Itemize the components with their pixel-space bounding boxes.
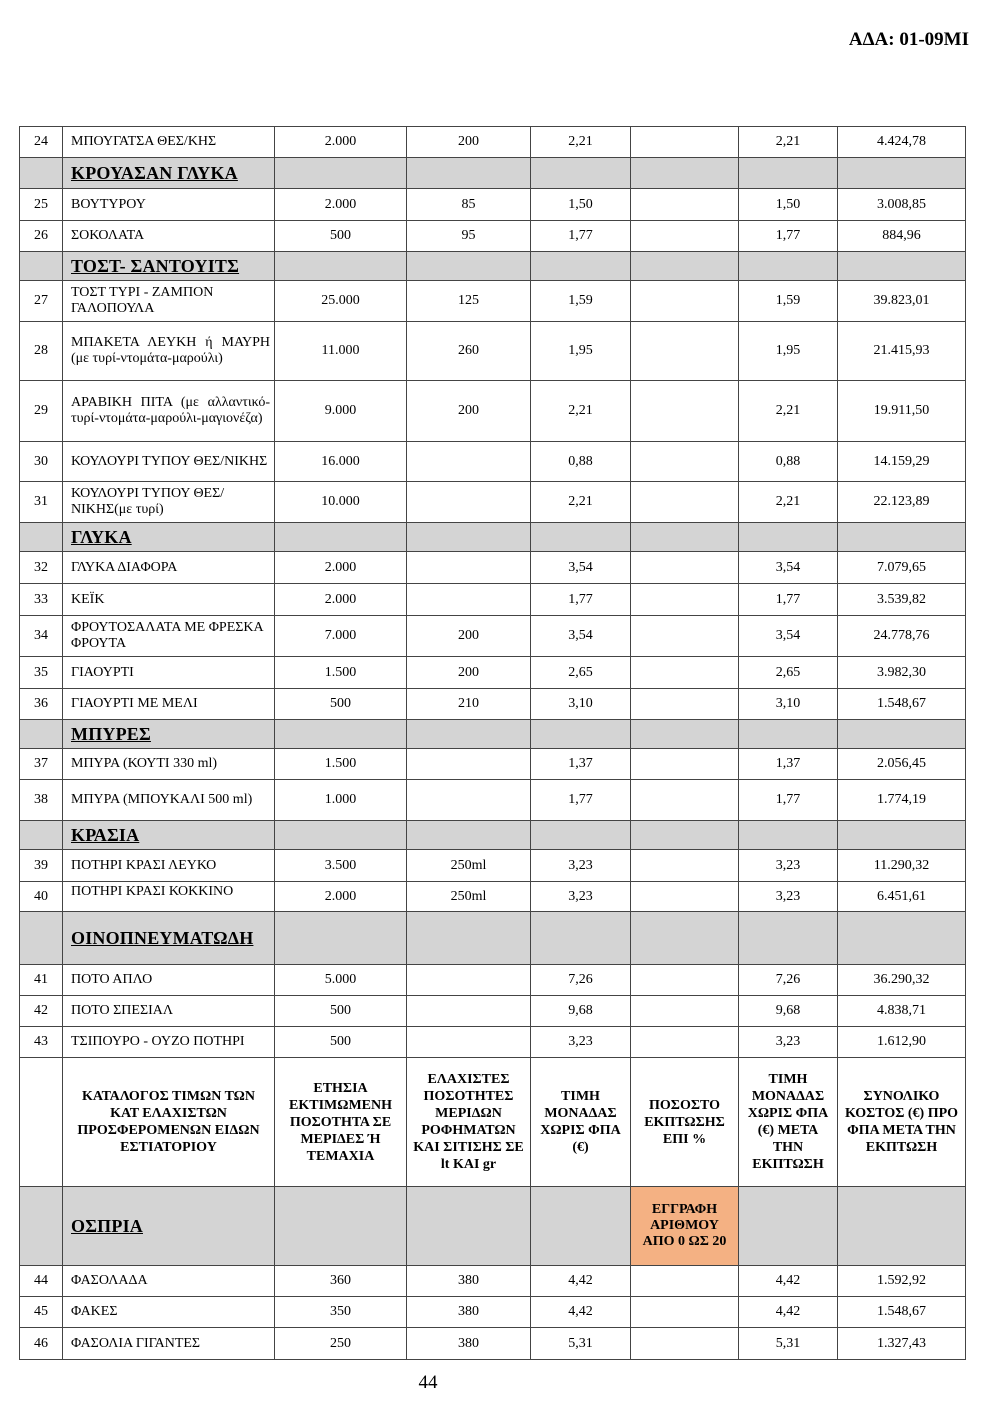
item-number: 33: [20, 584, 63, 616]
total-cost: 1.327,43: [838, 1328, 966, 1360]
item-number: 28: [20, 322, 63, 381]
item-number: 24: [20, 127, 63, 158]
item-name: ΚΟΥΛΟΥΡΙ ΤΥΠΟΥ ΘΕΣ/ΝΙΚΗΣ: [63, 442, 275, 482]
header-total-cost: ΣΥΝΟΛΙΚΟ ΚΟΣΤΟΣ (€) ΠΡΟ ΦΠΑ ΜΕΤΑ ΤΗΝ ΕΚΠΤΩΣΗ: [838, 1058, 966, 1187]
category-title: ΚΡΟΥΑΣΑΝ ΓΛΥΚΑ: [63, 158, 275, 189]
discount-percent: [631, 689, 739, 720]
net-unit-price: 3,23: [739, 1027, 838, 1058]
annual-quantity: 11.000: [275, 322, 407, 381]
discount-percent: [631, 189, 739, 221]
minimum-portion: 95: [407, 221, 531, 252]
item-number: 31: [20, 482, 63, 523]
category-empty-cell: [531, 1187, 631, 1266]
unit-price: 5,31: [531, 1328, 631, 1360]
item-name: ΠΟΤΟ ΑΠΛΟ: [63, 965, 275, 996]
annual-quantity: 2.000: [275, 882, 407, 912]
category-empty-cell: [631, 912, 739, 965]
net-unit-price: 3,54: [739, 616, 838, 657]
net-unit-price: 1,77: [739, 780, 838, 821]
item-number: 45: [20, 1297, 63, 1328]
net-unit-price: 1,77: [739, 584, 838, 616]
total-cost: 4.838,71: [838, 996, 966, 1027]
category-empty-cell: [739, 720, 838, 749]
discount-percent: [631, 584, 739, 616]
item-name: ΦΡΟΥΤΟΣΑΛΑΤΑ ΜΕ ΦΡΕΣΚΑ ΦΡΟΥΤΑ: [63, 616, 275, 657]
table-row: [20, 189, 966, 221]
discount-entry-note: ΕΓΓΡΑΦΗ ΑΡΙΘΜΟΥ ΑΠΟ 0 ΩΣ 20: [631, 1187, 739, 1266]
unit-price: 3,54: [531, 616, 631, 657]
price-catalogue-table: [19, 126, 966, 1360]
category-empty-cell: [275, 720, 407, 749]
category-empty-cell: [531, 158, 631, 189]
category-empty-cell: [739, 1187, 838, 1266]
item-name: ΤΣΙΠΟΥΡΟ - ΟΥΖΟ ΠΟΤΗΡΙ: [63, 1027, 275, 1058]
table-row: [20, 221, 966, 252]
item-name: ΜΠΥΡΑ (ΚΟΥΤΙ 330 ml): [63, 749, 275, 780]
annual-quantity: 500: [275, 996, 407, 1027]
total-cost: 11.290,32: [838, 850, 966, 882]
unit-price: 1,59: [531, 281, 631, 322]
net-unit-price: 1,77: [739, 221, 838, 252]
category-number-cell: [20, 1187, 63, 1266]
unit-price: 3,23: [531, 850, 631, 882]
category-number-cell: [20, 158, 63, 189]
item-name: ΣΟΚΟΛΑΤΑ: [63, 221, 275, 252]
category-number-cell: [20, 252, 63, 281]
unit-price: 4,42: [531, 1266, 631, 1297]
item-number: 35: [20, 657, 63, 689]
annual-quantity: 25.000: [275, 281, 407, 322]
net-unit-price: 3,23: [739, 882, 838, 912]
annual-quantity: 2.000: [275, 127, 407, 158]
annual-quantity: 250: [275, 1328, 407, 1360]
category-empty-cell: [275, 523, 407, 552]
table-row: [20, 381, 966, 442]
annual-quantity: 1.500: [275, 657, 407, 689]
unit-price: 1,77: [531, 221, 631, 252]
minimum-portion: 200: [407, 616, 531, 657]
total-cost: 3.982,30: [838, 657, 966, 689]
table-row: [20, 281, 966, 322]
category-row: [20, 523, 966, 552]
category-empty-cell: [531, 821, 631, 850]
minimum-portion: [407, 1027, 531, 1058]
item-number: 42: [20, 996, 63, 1027]
header-minimum-portions: ΕΛΑΧΙΣΤΕΣ ΠΟΣΟΤΗΤΕΣ ΜΕΡΙΔΩΝ ΡΟΦΗΜΑΤΩΝ ΚΑΙ ΣΙΤΙΣΗΣ ΣΕ lt ΚΑΙ gr: [407, 1058, 531, 1187]
discount-percent: [631, 552, 739, 584]
category-empty-cell: [275, 252, 407, 281]
category-number-cell: [20, 821, 63, 850]
table-row: [20, 552, 966, 584]
annual-quantity: 5.000: [275, 965, 407, 996]
annual-quantity: 350: [275, 1297, 407, 1328]
discount-percent: [631, 882, 739, 912]
table-row: [20, 482, 966, 523]
table-row: [20, 1297, 966, 1328]
annual-quantity: 2.000: [275, 584, 407, 616]
total-cost: 6.451,61: [838, 882, 966, 912]
discount-percent: [631, 281, 739, 322]
category-title: ΓΛΥΚΑ: [63, 523, 275, 552]
net-unit-price: 3,23: [739, 850, 838, 882]
net-unit-price: 4,42: [739, 1297, 838, 1328]
category-empty-cell: [275, 821, 407, 850]
category-empty-cell: [531, 252, 631, 281]
unit-price: 3,54: [531, 552, 631, 584]
header-number-cell: [20, 1058, 63, 1187]
category-row: [20, 912, 966, 965]
category-empty-cell: [631, 158, 739, 189]
item-number: 36: [20, 689, 63, 720]
net-unit-price: 3,54: [739, 552, 838, 584]
annual-quantity: 7.000: [275, 616, 407, 657]
page-number: 44: [418, 1372, 438, 1393]
discount-percent: [631, 221, 739, 252]
annual-quantity: 1.000: [275, 780, 407, 821]
category-empty-cell: [275, 158, 407, 189]
category-empty-cell: [531, 523, 631, 552]
annual-quantity: 3.500: [275, 850, 407, 882]
item-name: ΓΛΥΚΑ ΔΙΑΦΟΡΑ: [63, 552, 275, 584]
item-number: 27: [20, 281, 63, 322]
discount-percent: [631, 381, 739, 442]
item-number: 26: [20, 221, 63, 252]
minimum-portion: 200: [407, 381, 531, 442]
annual-quantity: 16.000: [275, 442, 407, 482]
header-unit-price: ΤΙΜΗ ΜΟΝΑΔΑΣ ΧΩΡΙΣ ΦΠΑ (€): [531, 1058, 631, 1187]
total-cost: 3.539,82: [838, 584, 966, 616]
category-empty-cell: [407, 252, 531, 281]
discount-percent: [631, 1266, 739, 1297]
category-empty-cell: [838, 912, 966, 965]
net-unit-price: 3,10: [739, 689, 838, 720]
table-row: [20, 1328, 966, 1360]
table-row: [20, 965, 966, 996]
discount-percent: [631, 965, 739, 996]
minimum-portion: [407, 552, 531, 584]
header-catalogue: ΚΑΤΑΛΟΓΟΣ ΤΙΜΩΝ ΤΩΝ ΚΑΤ ΕΛΑΧΙΣΤΩΝ ΠΡΟΣΦΕΡΟΜΕΝΩΝ ΕΙΔΩΝ ΕΣΤΙΑΤΟΡΙΟΥ: [63, 1058, 275, 1187]
unit-price: 9,68: [531, 996, 631, 1027]
item-name: ΓΙΑΟΥΡΤΙ ΜΕ ΜΕΛΙ: [63, 689, 275, 720]
item-number: 46: [20, 1328, 63, 1360]
item-name: ΒΟΥΤΥΡΟΥ: [63, 189, 275, 221]
item-number: 38: [20, 780, 63, 821]
category-row: [20, 720, 966, 749]
discount-percent: [631, 1027, 739, 1058]
minimum-portion: [407, 584, 531, 616]
item-number: 30: [20, 442, 63, 482]
ada-code: ΑΔΑ: 01-09ΜΙ: [848, 29, 969, 50]
unit-price: 7,26: [531, 965, 631, 996]
minimum-portion: [407, 965, 531, 996]
table-row: [20, 322, 966, 381]
total-cost: 7.079,65: [838, 552, 966, 584]
minimum-portion: 380: [407, 1266, 531, 1297]
table-row: [20, 996, 966, 1027]
table-row: [20, 689, 966, 720]
minimum-portion: 200: [407, 127, 531, 158]
minimum-portion: [407, 442, 531, 482]
minimum-portion: 380: [407, 1328, 531, 1360]
discount-percent: [631, 780, 739, 821]
net-unit-price: 9,68: [739, 996, 838, 1027]
item-name: ΚΟΥΛΟΥΡΙ ΤΥΠΟΥ ΘΕΣ/ΝΙΚΗΣ(με τυρί): [63, 482, 275, 523]
total-cost: 1.612,90: [838, 1027, 966, 1058]
minimum-portion: 210: [407, 689, 531, 720]
header-annual-quantity: ΕΤΗΣΙΑ ΕΚΤΙΜΩΜΕΝΗ ΠΟΣΟΤΗΤΑ ΣΕ ΜΕΡΙΔΕΣ Ή ΤΕΜΑΧΙΑ: [275, 1058, 407, 1187]
category-empty-cell: [531, 720, 631, 749]
category-empty-cell: [838, 821, 966, 850]
table-row: [20, 442, 966, 482]
unit-price: 3,10: [531, 689, 631, 720]
minimum-portion: 200: [407, 657, 531, 689]
annual-quantity: 500: [275, 221, 407, 252]
net-unit-price: 5,31: [739, 1328, 838, 1360]
total-cost: 39.823,01: [838, 281, 966, 322]
minimum-portion: 260: [407, 322, 531, 381]
category-empty-cell: [407, 912, 531, 965]
minimum-portion: [407, 780, 531, 821]
discount-percent: [631, 657, 739, 689]
category-title: ΤΟΣΤ- ΣΑΝΤΟΥΙΤΣ: [63, 252, 275, 281]
total-cost: 19.911,50: [838, 381, 966, 442]
category-empty-cell: [407, 523, 531, 552]
category-empty-cell: [631, 252, 739, 281]
discount-percent: [631, 127, 739, 158]
category-empty-cell: [631, 523, 739, 552]
category-empty-cell: [838, 252, 966, 281]
item-number: 32: [20, 552, 63, 584]
item-name: ΑΡΑΒΙΚΗ ΠΙΤΑ (με αλλαντικό-τυρί-ντομάτα-μαρούλι-μαγιονέζα): [63, 381, 275, 442]
category-empty-cell: [739, 523, 838, 552]
category-empty-cell: [838, 1187, 966, 1266]
net-unit-price: 2,65: [739, 657, 838, 689]
item-number: 37: [20, 749, 63, 780]
annual-quantity: 10.000: [275, 482, 407, 523]
category-empty-cell: [631, 720, 739, 749]
annual-quantity: 2.000: [275, 189, 407, 221]
category-empty-cell: [407, 1187, 531, 1266]
category-title: ΟΙΝΟΠΝΕΥΜΑΤΩΔΗ: [63, 912, 275, 965]
unit-price: 2,65: [531, 657, 631, 689]
item-name: ΤΟΣΤ ΤΥΡΙ - ΖΑΜΠΟΝ ΓΑΛΟΠΟΥΛΑ: [63, 281, 275, 322]
category-empty-cell: [275, 912, 407, 965]
discount-percent: [631, 996, 739, 1027]
net-unit-price: 1,50: [739, 189, 838, 221]
category-number-cell: [20, 523, 63, 552]
unit-price: 1,50: [531, 189, 631, 221]
unit-price: 3,23: [531, 882, 631, 912]
table-row: [20, 657, 966, 689]
minimum-portion: 380: [407, 1297, 531, 1328]
total-cost: 1.548,67: [838, 1297, 966, 1328]
table-row: [20, 850, 966, 882]
category-number-cell: [20, 912, 63, 965]
unit-price: 1,77: [531, 584, 631, 616]
total-cost: 4.424,78: [838, 127, 966, 158]
item-name: ΦΑΚΕΣ: [63, 1297, 275, 1328]
annual-quantity: 500: [275, 1027, 407, 1058]
category-empty-cell: [739, 821, 838, 850]
annual-quantity: 2.000: [275, 552, 407, 584]
minimum-portion: 250ml: [407, 850, 531, 882]
unit-price: 2,21: [531, 127, 631, 158]
net-unit-price: 2,21: [739, 127, 838, 158]
net-unit-price: 7,26: [739, 965, 838, 996]
category-title: ΚΡΑΣΙΑ: [63, 821, 275, 850]
item-name: ΚΕΪΚ: [63, 584, 275, 616]
net-unit-price: 1,95: [739, 322, 838, 381]
item-number: 44: [20, 1266, 63, 1297]
item-name: ΦΑΣΟΛΙΑ ΓΙΓΑΝΤΕΣ: [63, 1328, 275, 1360]
unit-price: 4,42: [531, 1297, 631, 1328]
category-title: ΜΠΥΡΕΣ: [63, 720, 275, 749]
discount-percent: [631, 442, 739, 482]
net-unit-price: 1,59: [739, 281, 838, 322]
discount-percent: [631, 616, 739, 657]
net-unit-price: 0,88: [739, 442, 838, 482]
category-empty-cell: [838, 158, 966, 189]
table-row: [20, 1027, 966, 1058]
item-number: 39: [20, 850, 63, 882]
category-empty-cell: [739, 158, 838, 189]
minimum-portion: [407, 749, 531, 780]
minimum-portion: 125: [407, 281, 531, 322]
unit-price: 1,95: [531, 322, 631, 381]
category-row: [20, 252, 966, 281]
annual-quantity: 500: [275, 689, 407, 720]
table-row: [20, 1266, 966, 1297]
category-row: [20, 1187, 966, 1266]
unit-price: 1,37: [531, 749, 631, 780]
total-cost: 36.290,32: [838, 965, 966, 996]
category-empty-cell: [407, 720, 531, 749]
header-net-unit-price: ΤΙΜΗ ΜΟΝΑΔΑΣ ΧΩΡΙΣ ΦΠΑ (€) ΜΕΤΑ ΤΗΝ ΕΚΠΤΩΣΗ: [739, 1058, 838, 1187]
category-title: ΟΣΠΡΙΑ: [63, 1187, 275, 1266]
item-name: ΜΠΥΡΑ (ΜΠΟΥΚΑΛΙ 500 ml): [63, 780, 275, 821]
category-row: [20, 821, 966, 850]
item-name: ΠΟΤΗΡΙ ΚΡΑΣΙ ΚΟΚΚΙΝΟ: [63, 882, 275, 912]
net-unit-price: 2,21: [739, 381, 838, 442]
total-cost: 884,96: [838, 221, 966, 252]
minimum-portion: [407, 482, 531, 523]
item-name: ΜΠΟΥΓΑΤΣΑ ΘΕΣ/ΚΗΣ: [63, 127, 275, 158]
item-number: 40: [20, 882, 63, 912]
item-number: 25: [20, 189, 63, 221]
total-cost: 24.778,76: [838, 616, 966, 657]
unit-price: 2,21: [531, 482, 631, 523]
minimum-portion: [407, 996, 531, 1027]
header-discount-percent: ΠΟΣΟΣΤΟ ΕΚΠΤΩΣΗΣ ΕΠΙ %: [631, 1058, 739, 1187]
item-number: 34: [20, 616, 63, 657]
category-empty-cell: [531, 912, 631, 965]
category-empty-cell: [275, 1187, 407, 1266]
item-name: ΠΟΤΗΡΙ ΚΡΑΣΙ ΛΕΥΚΟ: [63, 850, 275, 882]
total-cost: 1.774,19: [838, 780, 966, 821]
category-empty-cell: [838, 720, 966, 749]
table-row: [20, 882, 966, 912]
total-cost: 1.592,92: [838, 1266, 966, 1297]
total-cost: 22.123,89: [838, 482, 966, 523]
unit-price: 2,21: [531, 381, 631, 442]
net-unit-price: 4,42: [739, 1266, 838, 1297]
table-row: [20, 127, 966, 158]
category-empty-cell: [838, 523, 966, 552]
category-empty-cell: [739, 912, 838, 965]
category-row: [20, 158, 966, 189]
category-empty-cell: [631, 821, 739, 850]
total-cost: 3.008,85: [838, 189, 966, 221]
discount-percent: [631, 850, 739, 882]
item-number: 41: [20, 965, 63, 996]
table-row: [20, 616, 966, 657]
item-name: ΜΠΑΚΕΤΑ ΛΕΥΚΗ ή ΜΑΥΡΗ (με τυρί-ντομάτα-μαρούλι): [63, 322, 275, 381]
item-name: ΓΙΑΟΥΡΤΙ: [63, 657, 275, 689]
minimum-portion: 250ml: [407, 882, 531, 912]
category-empty-cell: [407, 821, 531, 850]
net-unit-price: 2,21: [739, 482, 838, 523]
total-cost: 2.056,45: [838, 749, 966, 780]
column-header-row: [20, 1058, 966, 1187]
discount-percent: [631, 322, 739, 381]
unit-price: 3,23: [531, 1027, 631, 1058]
net-unit-price: 1,37: [739, 749, 838, 780]
annual-quantity: 360: [275, 1266, 407, 1297]
item-name: ΠΟΤΟ ΣΠΕΣΙΑΛ: [63, 996, 275, 1027]
unit-price: 0,88: [531, 442, 631, 482]
category-empty-cell: [739, 252, 838, 281]
discount-percent: [631, 482, 739, 523]
category-number-cell: [20, 720, 63, 749]
item-number: 43: [20, 1027, 63, 1058]
item-name: ΦΑΣΟΛΑΔΑ: [63, 1266, 275, 1297]
item-number: 29: [20, 381, 63, 442]
minimum-portion: 85: [407, 189, 531, 221]
total-cost: 21.415,93: [838, 322, 966, 381]
table-body: [20, 127, 966, 1360]
total-cost: 14.159,29: [838, 442, 966, 482]
category-empty-cell: [407, 158, 531, 189]
discount-percent: [631, 1328, 739, 1360]
table-row: [20, 749, 966, 780]
unit-price: 1,77: [531, 780, 631, 821]
discount-percent: [631, 749, 739, 780]
table-row: [20, 584, 966, 616]
annual-quantity: 1.500: [275, 749, 407, 780]
table-row: [20, 780, 966, 821]
annual-quantity: 9.000: [275, 381, 407, 442]
total-cost: 1.548,67: [838, 689, 966, 720]
discount-percent: [631, 1297, 739, 1328]
